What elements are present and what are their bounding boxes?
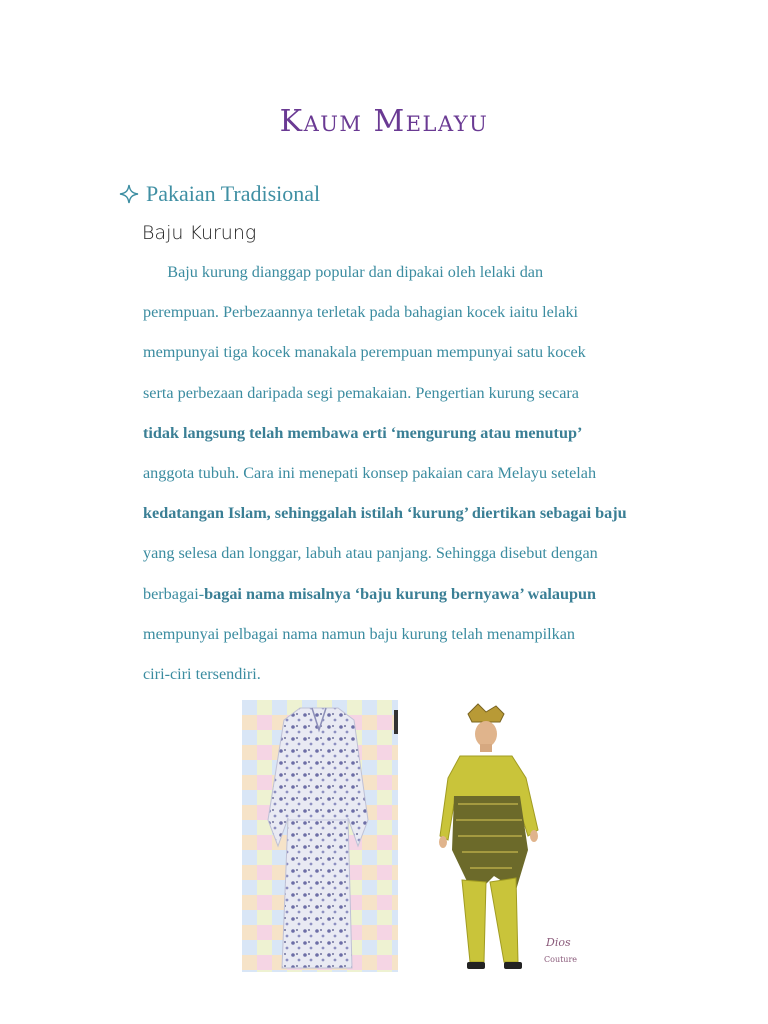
- women-baju-kurung-photo: [242, 700, 398, 972]
- line-text: berbagai-: [143, 584, 205, 603]
- four-point-star-icon: [118, 183, 140, 205]
- line-text: mempunyai pelbagai nama namun baju kurung telah menampilkan: [143, 624, 575, 643]
- paragraph-line: [143, 665, 261, 684]
- paragraph-line: [143, 343, 586, 362]
- paragraph-line: [143, 585, 596, 604]
- paragraph-line: [143, 384, 579, 403]
- line-text: ciri-ciri tersendiri.: [143, 665, 261, 683]
- paragraph-line: [143, 263, 543, 282]
- line-text: perempuan. Perbezaannya terletak pada bahagian kocek iaitu lelaki: [143, 303, 579, 322]
- paragraph-line: [143, 464, 596, 483]
- paragraph-line: [143, 544, 598, 563]
- paragraph-line: [143, 303, 578, 322]
- line-text: anggota tubuh. Cara ini menepati konsep pakaian cara Melayu setelah: [143, 464, 597, 482]
- paragraph-line: [143, 424, 582, 443]
- svg-text:Dios: Dios: [546, 936, 571, 949]
- emphasis-text: tidak langsung telah membawa erti ‘mengurung atau menutup’: [143, 423, 583, 442]
- section-heading: [118, 180, 320, 208]
- line-text: serta perbezaan daripada segi pemakaian. Pengertian kurung secara: [143, 383, 579, 402]
- page-title: Kaum Melayu: [279, 104, 489, 139]
- paragraph-line: [143, 625, 575, 644]
- paragraph-line: [143, 504, 627, 523]
- section-heading-label: Pakaian Tradisional: [146, 181, 321, 206]
- subheading: Baju Kurung: [142, 222, 257, 244]
- line-text: yang selesa dan longgar, labuh atau panjang. Sehingga disebut dengan: [143, 544, 598, 563]
- line-text: mempunyai tiga kocek manakala perempuan mempunyai satu kocek: [143, 343, 586, 362]
- emphasis-text: bagai nama misalnya ‘baju kurung bernyawa’ walaupun: [204, 584, 597, 603]
- emphasis-text: kedatangan Islam, sehinggalah istilah ‘kurung’ diertikan sebagai baju: [143, 504, 627, 523]
- line-text: Baju kurung dianggap popular dan dipakai oleh lelaki dan: [143, 263, 544, 281]
- svg-text:Couture: Couture: [544, 955, 578, 964]
- men-baju-melayu-photo: [434, 700, 590, 974]
